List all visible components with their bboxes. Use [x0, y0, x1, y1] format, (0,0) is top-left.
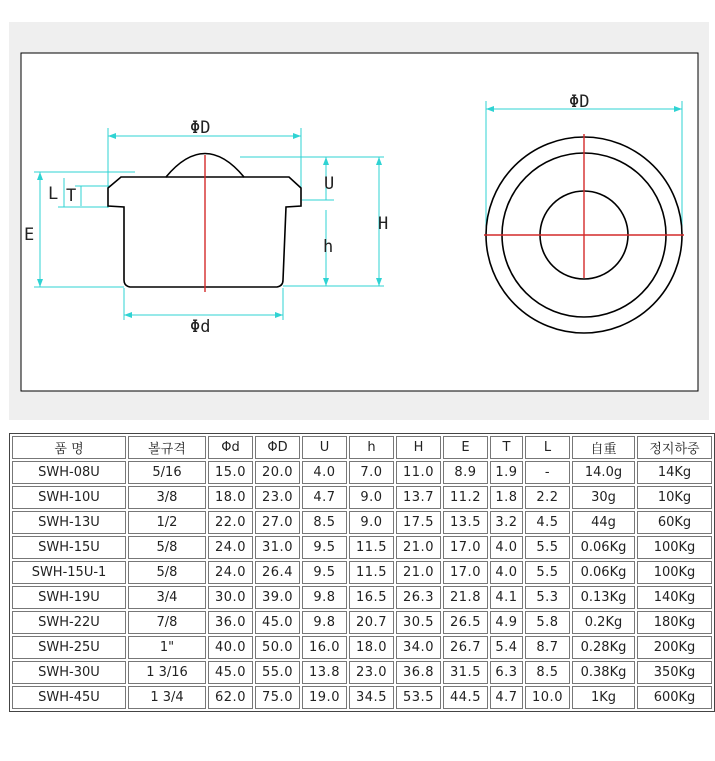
table-cell: 21.0 [396, 561, 441, 584]
table-cell: 26.5 [443, 611, 488, 634]
table-cell: 4.5 [525, 511, 570, 534]
table-cell: 36.8 [396, 661, 441, 684]
table-cell: 1Kg [572, 686, 635, 709]
table-cell: 5/8 [128, 536, 206, 559]
table-cell: 21.8 [443, 586, 488, 609]
model-cell: SWH-08U [12, 461, 126, 484]
table-cell: 19.0 [302, 686, 347, 709]
column-header: E [443, 436, 488, 459]
table-cell: - [525, 461, 570, 484]
table-cell: 9.0 [349, 486, 394, 509]
model-cell: SWH-15U-1 [12, 561, 126, 584]
table-cell: 11.0 [396, 461, 441, 484]
table-cell: 5/8 [128, 561, 206, 584]
model-cell: SWH-30U [12, 661, 126, 684]
table-cell: 17.5 [396, 511, 441, 534]
table-row [12, 486, 712, 509]
table-cell: 34.5 [349, 686, 394, 709]
table-cell: 3/8 [128, 486, 206, 509]
table-cell: 55.0 [255, 661, 300, 684]
column-header: L [525, 436, 570, 459]
table-cell: 60Kg [637, 511, 712, 534]
table-cell: 21.0 [396, 536, 441, 559]
table-cell: 9.0 [349, 511, 394, 534]
table-row [12, 686, 712, 709]
table-cell: 30.5 [396, 611, 441, 634]
table-cell: 5.8 [525, 611, 570, 634]
table-cell: 5.5 [525, 561, 570, 584]
table-cell: 200Kg [637, 636, 712, 659]
model-cell: SWH-19U [12, 586, 126, 609]
label-phi-d: Φd [190, 317, 211, 337]
column-header: 볼규격 [128, 436, 206, 459]
table-cell: 0.2Kg [572, 611, 635, 634]
table-cell: 13.8 [302, 661, 347, 684]
table-cell: 100Kg [637, 536, 712, 559]
table-cell: 5.4 [490, 636, 523, 659]
model-cell: SWH-10U [12, 486, 126, 509]
table-cell: 26.3 [396, 586, 441, 609]
table-cell: 4.9 [490, 611, 523, 634]
table-cell: 24.0 [208, 561, 253, 584]
table-cell: 11.5 [349, 536, 394, 559]
table-cell: 14.0g [572, 461, 635, 484]
table-cell: 0.13Kg [572, 586, 635, 609]
table-cell: 34.0 [396, 636, 441, 659]
table-cell: 45.0 [208, 661, 253, 684]
table-cell: 100Kg [637, 561, 712, 584]
table-cell: 9.5 [302, 561, 347, 584]
table-cell: 18.0 [349, 636, 394, 659]
table-cell: 31.5 [443, 661, 488, 684]
table-cell: 350Kg [637, 661, 712, 684]
label-U: U [324, 174, 335, 194]
table-cell: 44.5 [443, 686, 488, 709]
table-row [12, 636, 712, 659]
table-cell: 0.06Kg [572, 536, 635, 559]
table-row [12, 611, 712, 634]
table-row [12, 561, 712, 584]
table-cell: 15.0 [208, 461, 253, 484]
table-cell: 4.7 [490, 686, 523, 709]
label-L: L [48, 184, 59, 204]
table-cell: 180Kg [637, 611, 712, 634]
model-cell: SWH-13U [12, 511, 126, 534]
model-cell: SWH-45U [12, 686, 126, 709]
label-phi-D-top: ΦD [569, 92, 590, 112]
table-cell: 75.0 [255, 686, 300, 709]
table-cell: 8.5 [525, 661, 570, 684]
table-cell: 3/4 [128, 586, 206, 609]
table-cell: 9.8 [302, 611, 347, 634]
table-cell: 50.0 [255, 636, 300, 659]
table-cell: 16.0 [302, 636, 347, 659]
table-cell: 20.0 [255, 461, 300, 484]
table-cell: 30.0 [208, 586, 253, 609]
table-cell: 16.5 [349, 586, 394, 609]
model-cell: SWH-15U [12, 536, 126, 559]
table-cell: 31.0 [255, 536, 300, 559]
column-header: T [490, 436, 523, 459]
table-cell: 1 3/16 [128, 661, 206, 684]
table-cell: 600Kg [637, 686, 712, 709]
table-cell: 62.0 [208, 686, 253, 709]
table-row [12, 586, 712, 609]
table-cell: 140Kg [637, 586, 712, 609]
table-cell: 4.0 [490, 536, 523, 559]
table-cell: 5/16 [128, 461, 206, 484]
table-cell: 10.0 [525, 686, 570, 709]
table-cell: 4.1 [490, 586, 523, 609]
table-cell: 4.7 [302, 486, 347, 509]
table-cell: 17.0 [443, 561, 488, 584]
table-cell: 1" [128, 636, 206, 659]
table-row [12, 461, 712, 484]
table-row [12, 661, 712, 684]
model-cell: SWH-22U [12, 611, 126, 634]
label-H: H [378, 214, 389, 234]
table-cell: 7.0 [349, 461, 394, 484]
table-row [12, 511, 712, 534]
table-cell: 9.8 [302, 586, 347, 609]
table-cell: 23.0 [349, 661, 394, 684]
table-cell: 36.0 [208, 611, 253, 634]
table-cell: 2.2 [525, 486, 570, 509]
column-header: 自重 [572, 436, 635, 459]
table-cell: 10Kg [637, 486, 712, 509]
table-cell: 8.9 [443, 461, 488, 484]
spec-table-body [12, 461, 712, 709]
table-cell: 4.0 [490, 561, 523, 584]
table-cell: 9.5 [302, 536, 347, 559]
label-T: T [66, 186, 77, 206]
table-cell: 17.0 [443, 536, 488, 559]
table-cell: 3.2 [490, 511, 523, 534]
table-cell: 11.5 [349, 561, 394, 584]
table-cell: 8.7 [525, 636, 570, 659]
label-h: h [323, 237, 334, 257]
table-cell: 1.9 [490, 461, 523, 484]
table-cell: 24.0 [208, 536, 253, 559]
table-cell: 23.0 [255, 486, 300, 509]
table-cell: 1/2 [128, 511, 206, 534]
table-cell: 53.5 [396, 686, 441, 709]
table-cell: 30g [572, 486, 635, 509]
table-cell: 18.0 [208, 486, 253, 509]
table-cell: 5.5 [525, 536, 570, 559]
column-header: Φd [208, 436, 253, 459]
table-cell: 39.0 [255, 586, 300, 609]
table-cell: 26.7 [443, 636, 488, 659]
table-cell: 0.38Kg [572, 661, 635, 684]
table-cell: 0.28Kg [572, 636, 635, 659]
table-cell: 20.7 [349, 611, 394, 634]
table-cell: 6.3 [490, 661, 523, 684]
model-cell: SWH-25U [12, 636, 126, 659]
table-cell: 13.5 [443, 511, 488, 534]
label-E: E [24, 225, 35, 245]
table-row [12, 536, 712, 559]
column-header: 품 명 [12, 436, 126, 459]
table-cell: 44g [572, 511, 635, 534]
table-cell: 1 3/4 [128, 686, 206, 709]
table-cell: 5.3 [525, 586, 570, 609]
table-cell: 45.0 [255, 611, 300, 634]
column-header: H [396, 436, 441, 459]
table-cell: 13.7 [396, 486, 441, 509]
table-cell: 22.0 [208, 511, 253, 534]
spec-table [9, 433, 715, 712]
table-cell: 4.0 [302, 461, 347, 484]
table-cell: 8.5 [302, 511, 347, 534]
table-cell: 11.2 [443, 486, 488, 509]
column-header: U [302, 436, 347, 459]
table-cell: 40.0 [208, 636, 253, 659]
table-cell: 1.8 [490, 486, 523, 509]
column-header: 정지하중 [637, 436, 712, 459]
table-cell: 0.06Kg [572, 561, 635, 584]
table-cell: 14Kg [637, 461, 712, 484]
label-phi-D-side: ΦD [190, 118, 211, 138]
table-cell: 27.0 [255, 511, 300, 534]
table-cell: 26.4 [255, 561, 300, 584]
column-header: h [349, 436, 394, 459]
column-header: ΦD [255, 436, 300, 459]
table-cell: 7/8 [128, 611, 206, 634]
spec-table-header-row [12, 436, 712, 459]
